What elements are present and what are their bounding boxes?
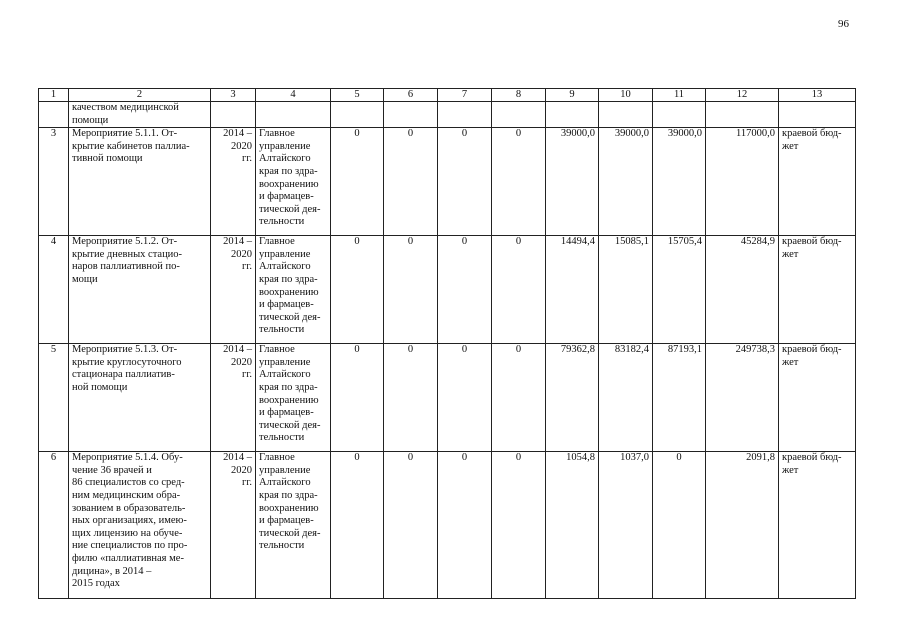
header-cell: 4 — [256, 89, 331, 102]
period: 2014 – 2020 гг. — [223, 452, 252, 489]
value-cell: 0 — [438, 452, 492, 599]
value-cell: 15085,1 — [599, 236, 653, 344]
value-cell: 0 — [331, 128, 384, 236]
table-row — [39, 344, 856, 452]
value-cell: 0 — [331, 236, 384, 344]
funding-source: краевой бюд- жет — [782, 344, 842, 368]
value-cell: 0 — [384, 344, 438, 452]
page-number: 96 — [838, 18, 849, 30]
funding-source: краевой бюд- жет — [782, 236, 842, 260]
table-row — [39, 128, 856, 236]
row-number: 6 — [39, 452, 69, 599]
continuation-text: качеством медицинской помощи — [72, 102, 179, 126]
header-cell: 13 — [779, 89, 856, 102]
activity-name: Мероприятие 5.1.4. Обу- чение 36 врачей и 86 специалистов со сред- ним медицинским обра- зованием в образователь- ных организациях, имею- щих лицензию на обуче- ние специалистов по про- филю «паллиативная ме- дицина», в 2014 – 2015 годах — [72, 452, 188, 590]
continuation-row — [39, 102, 856, 128]
value-cell: 0 — [653, 452, 706, 599]
value-cell: 83182,4 — [599, 344, 653, 452]
row-number: 3 — [39, 128, 69, 236]
value-cell: 79362,8 — [546, 344, 599, 452]
header-cell: 11 — [653, 89, 706, 102]
value-cell: 0 — [492, 236, 546, 344]
value-cell: 15705,4 — [653, 236, 706, 344]
header-row — [39, 89, 856, 102]
header-cell: 9 — [546, 89, 599, 102]
activity-name: Мероприятие 5.1.1. От- крытие кабинетов паллиа- тивной помощи — [72, 128, 190, 165]
executor: Главное управление Алтайского края по здра- воохранению и фармацев- тической дея- тельности — [259, 128, 321, 228]
period: 2014 – 2020 гг. — [223, 128, 252, 165]
row-number: 4 — [39, 236, 69, 344]
value-cell: 249738,3 — [706, 344, 779, 452]
value-cell: 1054,8 — [546, 452, 599, 599]
table-row — [39, 236, 856, 344]
value-cell: 0 — [492, 452, 546, 599]
value-cell: 0 — [331, 344, 384, 452]
value-cell: 117000,0 — [706, 128, 779, 236]
header-cell: 10 — [599, 89, 653, 102]
period: 2014 – 2020 гг. — [223, 236, 252, 273]
value-cell: 39000,0 — [653, 128, 706, 236]
executor: Главное управление Алтайского края по здра- воохранению и фармацев- тической дея- тельности — [259, 236, 321, 336]
activity-name: Мероприятие 5.1.2. От- крытие дневных стацио- наров паллиативной по- мощи — [72, 236, 183, 285]
header-cell: 12 — [706, 89, 779, 102]
value-cell: 0 — [492, 128, 546, 236]
value-cell: 39000,0 — [599, 128, 653, 236]
value-cell: 2091,8 — [706, 452, 779, 599]
value-cell: 0 — [384, 236, 438, 344]
value-cell: 0 — [384, 128, 438, 236]
value-cell: 0 — [384, 452, 438, 599]
executor: Главное управление Алтайского края по здра- воохранению и фармацев- тической дея- тельности — [259, 344, 321, 444]
value-cell: 45284,9 — [706, 236, 779, 344]
value-cell: 0 — [438, 128, 492, 236]
value-cell: 14494,4 — [546, 236, 599, 344]
header-cell: 5 — [331, 89, 384, 102]
row-number: 5 — [39, 344, 69, 452]
header-cell: 7 — [438, 89, 492, 102]
header-cell: 2 — [69, 89, 211, 102]
header-cell: 6 — [384, 89, 438, 102]
executor: Главное управление Алтайского края по здра- воохранению и фармацев- тической дея- тельности — [259, 452, 321, 552]
activity-name: Мероприятие 5.1.3. От- крытие круглосуточного стационара паллиатив- ной помощи — [72, 344, 182, 393]
value-cell: 1037,0 — [599, 452, 653, 599]
value-cell: 87193,1 — [653, 344, 706, 452]
value-cell: 0 — [438, 236, 492, 344]
funding-source: краевой бюд- жет — [782, 452, 842, 476]
header-cell: 1 — [39, 89, 69, 102]
funding-source: краевой бюд- жет — [782, 128, 842, 152]
value-cell: 39000,0 — [546, 128, 599, 236]
period: 2014 – 2020 гг. — [223, 344, 252, 381]
header-cell: 8 — [492, 89, 546, 102]
value-cell: 0 — [438, 344, 492, 452]
table-row — [39, 452, 856, 599]
value-cell: 0 — [331, 452, 384, 599]
budget-table — [38, 88, 856, 599]
value-cell: 0 — [492, 344, 546, 452]
header-cell: 3 — [211, 89, 256, 102]
